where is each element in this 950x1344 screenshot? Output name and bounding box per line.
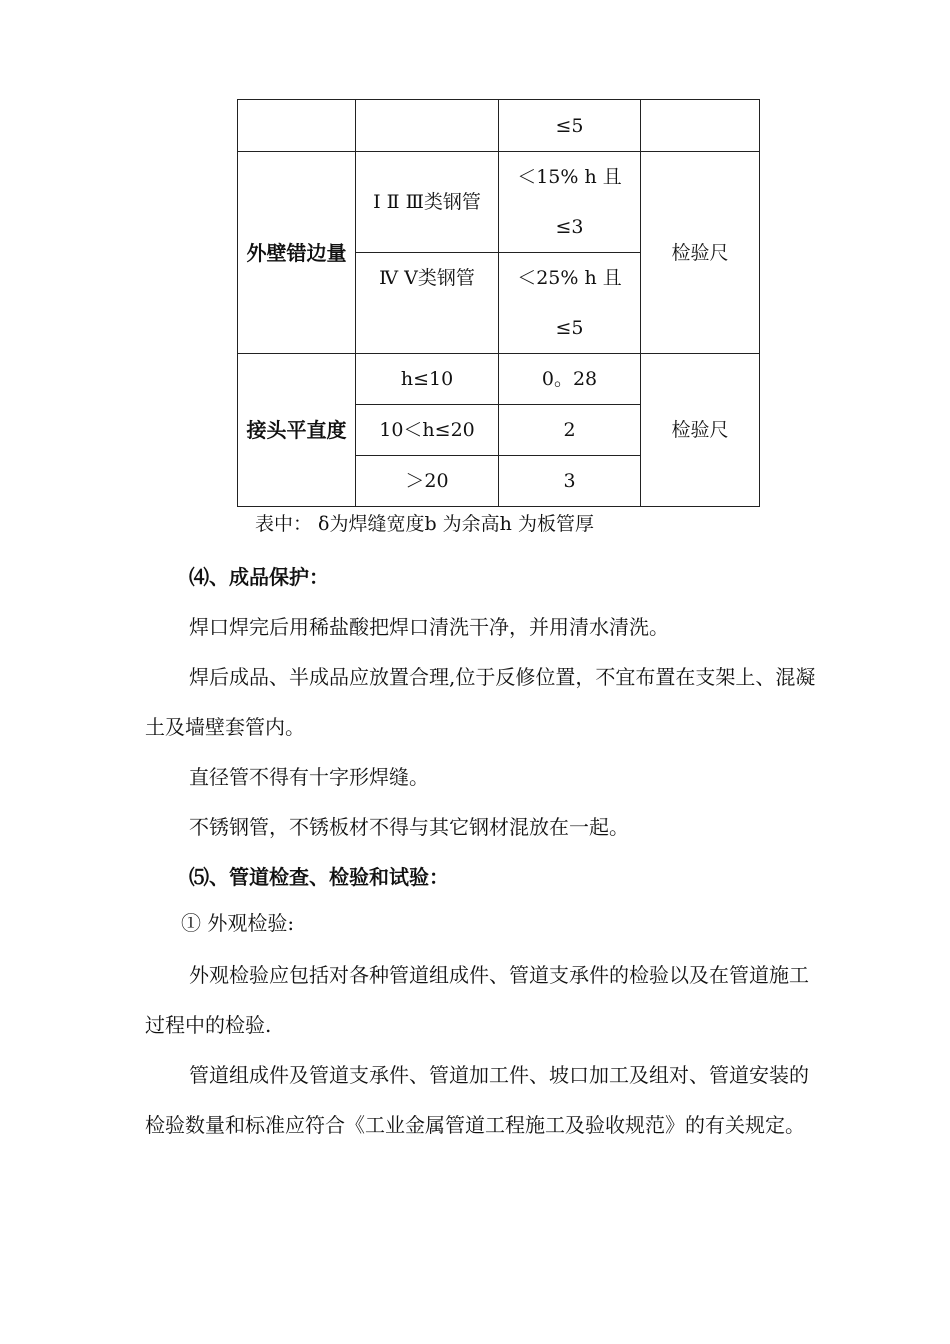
paragraph: 焊口焊完后用稀盐酸把焊口清洗干净，并用清水清洗。 [189, 615, 669, 639]
subsection-heading: ① 外观检验: [181, 911, 295, 935]
thickness-range-cell: ＞20 [356, 456, 499, 507]
tolerance-value-cell: ＜25% h 且≤5 [499, 253, 641, 354]
paragraph: 不锈钢管，不锈板材不得与其它钢材混放在一起。 [189, 815, 629, 839]
paragraph: 焊后成品、半成品应放置合理,位于反修位置，不宜布置在支架上、混凝土及墙壁套管内。 [145, 665, 816, 739]
paragraph: 外观检验应包括对各种管道组成件、管道支承件的检验以及在管道施工过程中的检验. [145, 963, 809, 1037]
tolerance-value-cell: ＜15% h 且≤3 [499, 152, 641, 253]
weld-tolerance-table [237, 99, 760, 507]
table-row [238, 354, 760, 405]
inspection-tool-cell: 检验尺 [641, 354, 760, 507]
table-cell [238, 100, 356, 152]
flatness-label-cell: 接头平直度 [238, 354, 356, 507]
thickness-range-cell: 10＜h≤20 [356, 405, 499, 456]
table-note: 表中： δ为焊缝宽度b 为余高h 为板管厚 [255, 513, 594, 535]
table-cell [356, 100, 499, 152]
tolerance-value-cell: 2 [499, 405, 641, 456]
table-row [238, 100, 760, 152]
inspection-tool-cell: 检验尺 [641, 152, 760, 354]
steel-pipe-type-cell: Ⅰ Ⅱ Ⅲ类钢管 [356, 152, 499, 253]
paragraph: 直径管不得有十字形焊缝。 [189, 765, 429, 789]
table-row [238, 152, 760, 253]
table-cell: ≤5 [499, 100, 641, 152]
misalignment-label-cell: 外壁错边量 [238, 152, 356, 354]
section-heading-4: ⑷、成品保护： [189, 565, 329, 589]
thickness-range-cell: h≤10 [356, 354, 499, 405]
table-cell [641, 100, 760, 152]
tolerance-value-cell: 0。28 [499, 354, 641, 405]
tolerance-value-cell: 3 [499, 456, 641, 507]
paragraph: 管道组成件及管道支承件、管道加工件、坡口加工及组对、管道安装的检验数量和标准应符合《工业金属管道工程施工及验收规范》的有关规定。 [145, 1063, 809, 1137]
steel-pipe-type-cell: Ⅳ Ⅴ类钢管 [356, 253, 499, 354]
section-heading-5: ⑸、管道检查、检验和试验： [189, 865, 449, 889]
